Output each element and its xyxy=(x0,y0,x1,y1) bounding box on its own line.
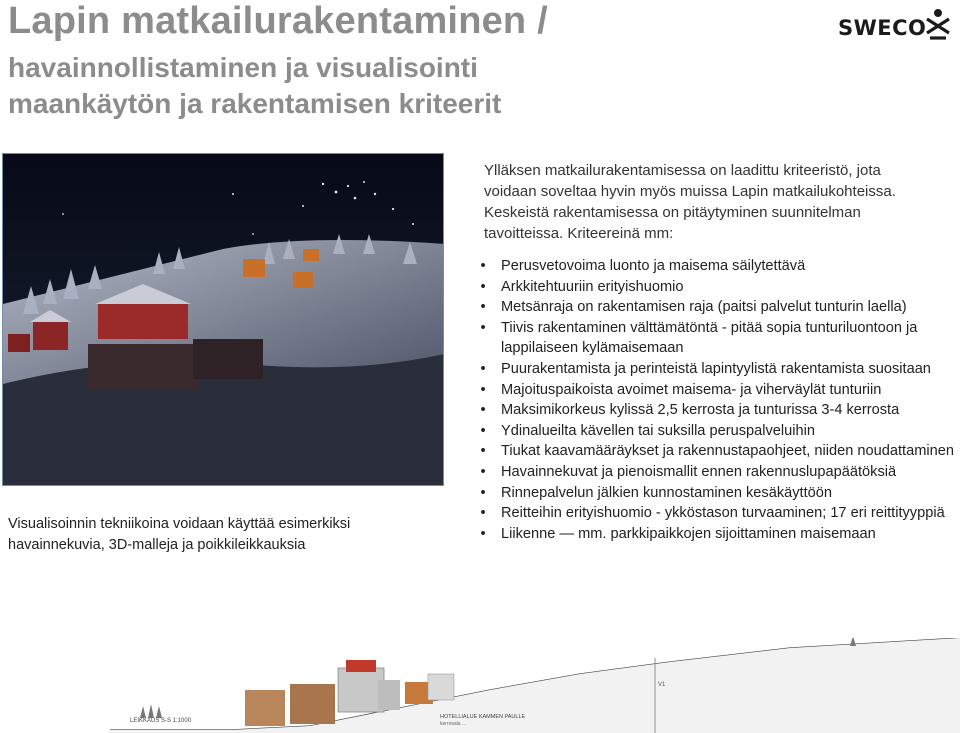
page-title: Lapin matkailurakentaminen / xyxy=(8,0,548,42)
list-item: • Majoituspaikoista avoimet maisema- ja viherväylät tunturiin xyxy=(478,380,960,401)
night-village-visualization xyxy=(2,153,444,486)
list-item: • Metsänraja on rakentamisen raja (paitsi palvelut tunturin laella) xyxy=(478,297,960,318)
list-item: • Arkkitehtuuriin erityishuomio xyxy=(478,277,960,298)
image-caption: Visualisoinnin tekniikoina voidaan käyttää esimerkiksi havainnekuvia, 3D-malleja ja poikkileikkauksia xyxy=(8,516,351,553)
criteria-list xyxy=(478,256,960,544)
list-item: • Puurakentamista ja perinteistä lapintyylistä rakentamista suositaan xyxy=(478,359,960,380)
bullet-icon: • xyxy=(480,319,486,336)
list-item: • Rinnepalvelun jälkien kunnostaminen kesäkäyttöön xyxy=(478,483,960,504)
section-note-1: HOTELLIALUE KAMMEN PAULLE xyxy=(440,714,526,720)
bullet-icon: • xyxy=(480,463,486,480)
intro-paragraph: Ylläksen matkailurakentamisessa on laadittu kriteeristö, jota voidaan soveltaa hyvin myös muissa Lapin matkailukohteissa. Keskeistä rakentamisessa on pitäytyminen suunnitelman tavoitteissa. Kriteereinä mm: xyxy=(484,162,896,242)
list-item: • Tiukat kaavamääräykset ja rakennustapaohjeet, niiden noudattaminen xyxy=(478,441,960,462)
section-label: LEIKKAUS S-S 1:1000 xyxy=(130,718,192,724)
list-item: • Maksimikorkeus kylissä 2,5 kerrosta ja tunturissa 3-4 kerrosta xyxy=(478,400,960,421)
bullet-icon: • xyxy=(480,381,486,398)
bullet-icon: • xyxy=(480,299,486,316)
bullet-icon: • xyxy=(480,484,486,501)
list-item: • Tiivis rakentaminen välttämätöntä - pitää sopia tunturiluontoon ja lappilaiseen kylämaisemaan xyxy=(478,318,960,359)
sweco-figure-icon xyxy=(924,8,952,40)
list-item: • Ydinalueilta kävellen tai suksilla peruspalveluihin xyxy=(478,421,960,442)
list-item: • Perusvetovoima luonto ja maisema säilytettävä xyxy=(478,256,960,277)
logo-text: SWECO xyxy=(838,16,927,40)
section-marker: V1 xyxy=(658,682,666,688)
bullet-icon: • xyxy=(480,505,486,522)
bullet-icon: • xyxy=(480,258,486,274)
bullet-icon: • xyxy=(480,278,486,295)
bullet-icon: • xyxy=(480,402,486,419)
night-village-illustration xyxy=(3,154,444,486)
page-subtitle-line2: maankäytön ja rakentamisen kriteerit xyxy=(8,88,502,119)
bullet-icon: • xyxy=(480,443,486,460)
bullet-icon: • xyxy=(480,360,486,377)
list-item: • Havainnekuvat ja pienoismallit ennen rakennuslupapäätöksiä xyxy=(478,462,960,483)
page-subtitle-line1: havainnollistaminen ja visualisointi xyxy=(8,52,478,83)
list-item: • Reitteihin erityishuomio - ykköstason turvaaminen; 17 eri reittityyppiä xyxy=(478,503,960,524)
cross-section-drawing xyxy=(110,638,960,733)
cross-section-illustration xyxy=(110,638,960,733)
bullet-icon: • xyxy=(480,422,486,439)
bullet-icon: • xyxy=(480,525,486,542)
section-note-2: kerrosala ... xyxy=(440,721,467,727)
sweco-logo xyxy=(838,8,953,42)
list-item: • Liikenne — mm. parkkipaikkojen sijoittaminen maisemaan xyxy=(478,524,960,545)
